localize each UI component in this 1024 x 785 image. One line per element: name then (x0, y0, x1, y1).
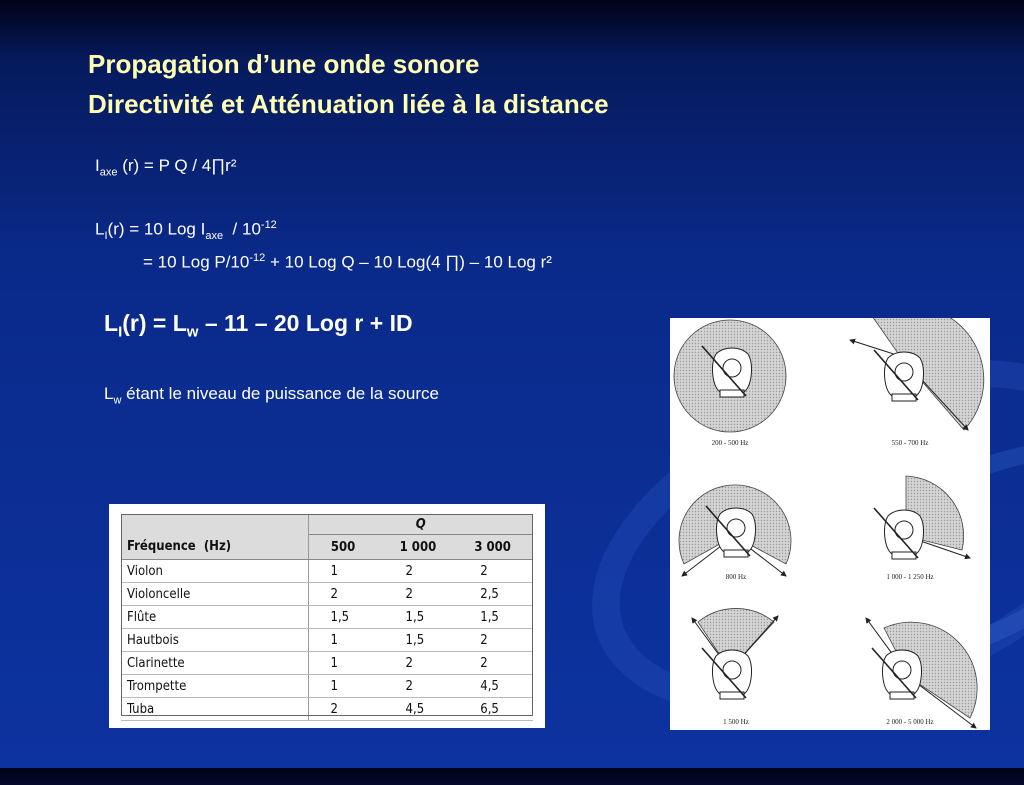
table-cell: 1 (308, 560, 384, 583)
table-cell: Clarinette (121, 652, 308, 675)
formula-text: L (95, 219, 105, 239)
caption-2000-5000hz: 2 000 - 5 000 Hz (886, 718, 934, 726)
formula-sup: -12 (249, 252, 266, 264)
source-power-note (104, 381, 464, 413)
directivity-table (121, 514, 533, 721)
directivity-table-panel (109, 504, 545, 728)
table-cell: Flûte (121, 606, 308, 629)
table-cell: 2 (458, 652, 533, 675)
directivity-figure (670, 318, 990, 730)
formula-sub: axe (99, 166, 118, 179)
caption-1500hz: 1 500 Hz (723, 718, 749, 726)
table-cell: Violoncelle (121, 583, 308, 606)
formula-text: (r) = 10 Log I (107, 219, 206, 239)
table-cell: 1 (308, 652, 384, 675)
table-cell: 1,5 (384, 629, 459, 652)
column-header: 500 (308, 535, 384, 560)
formula-text: L (104, 310, 119, 336)
formula-intensity (95, 156, 236, 178)
caption-800hz: 800 Hz (725, 573, 747, 581)
table-cell: 1,5 (384, 606, 459, 629)
table-cell: 2,5 (458, 583, 533, 606)
formula-level-expanded (143, 252, 552, 273)
main-formula (104, 310, 413, 341)
column-header: Fréquence (Hz) (121, 535, 308, 560)
note-text: étant le niveau de puissance de la source (121, 384, 439, 403)
slide-title (88, 44, 609, 124)
table-cell: 6,5 (458, 698, 533, 721)
column-header: 1 000 (384, 535, 459, 560)
table-row (121, 606, 533, 629)
formula-level (95, 219, 277, 242)
diagram-1500hz (692, 608, 778, 699)
table-cell: 2 (384, 583, 459, 606)
formula-text: I (95, 156, 100, 175)
table-header-row (121, 514, 533, 535)
table-cell: 4,5 (384, 698, 459, 721)
directivity-diagrams (670, 318, 990, 730)
formula-text: (r) = P Q / 4∏r² (117, 156, 237, 175)
note-sub: w (113, 394, 122, 407)
table-cell: 2 (458, 560, 533, 583)
table-row (121, 629, 533, 652)
caption-200-500hz: 200 - 500 Hz (711, 439, 749, 447)
table-row (121, 675, 533, 698)
formula-text: (r) = L (122, 310, 187, 336)
table-cell: Violon (121, 560, 308, 583)
formula-sub: I (104, 230, 108, 243)
formula-sub: w (186, 323, 199, 341)
formula-sub: I (118, 323, 123, 341)
q-header: Q (308, 514, 533, 535)
title-line-2: Directivité et Atténuation liée à la distance (88, 89, 609, 119)
table-cell: 1,5 (458, 606, 533, 629)
table-cell: 2 (384, 675, 459, 698)
caption-1000-1250hz: 1 000 - 1 250 Hz (886, 573, 934, 581)
table-cell: 2 (384, 652, 459, 675)
diagram-550-700hz (850, 318, 984, 430)
table-row (121, 698, 533, 721)
note-text: L (104, 384, 114, 403)
formula-text: + 10 Log Q – 10 Log(4 ∏) – 10 Log r² (265, 252, 552, 272)
formula-text: = 10 Log P/10 (143, 252, 250, 272)
table-cell: 2 (458, 629, 533, 652)
diagram-200-500hz (674, 320, 786, 432)
table-cell: 1,5 (308, 606, 384, 629)
table-corner (121, 514, 308, 535)
table-row (121, 583, 533, 606)
table-cell: 2 (308, 583, 384, 606)
formula-sup: -12 (260, 219, 277, 231)
formula-sub: axe (205, 230, 224, 243)
diagram-2000-5000hz (866, 618, 977, 728)
column-header: 3 000 (458, 535, 533, 560)
title-line-1: Propagation d’une onde sonore (88, 49, 480, 79)
table-cell: 1 (308, 675, 384, 698)
table-cell: Hautbois (121, 629, 308, 652)
formula-text: – 11 – 20 Log r + ID (198, 310, 413, 336)
diagram-800hz (679, 485, 791, 576)
table-header-row (121, 535, 533, 560)
table-cell: 2 (308, 698, 384, 721)
table-cell: Trompette (121, 675, 308, 698)
formula-text: / 10 (223, 219, 261, 239)
table-cell: 1 (308, 629, 384, 652)
table-cell: 4,5 (458, 675, 533, 698)
table-cell: 2 (384, 560, 459, 583)
table-cell: Tuba (121, 698, 308, 721)
table-row (121, 652, 533, 675)
caption-550-700hz: 550 - 700 Hz (891, 439, 929, 447)
diagram-1000-1250hz (874, 476, 970, 559)
table-row (121, 560, 533, 583)
